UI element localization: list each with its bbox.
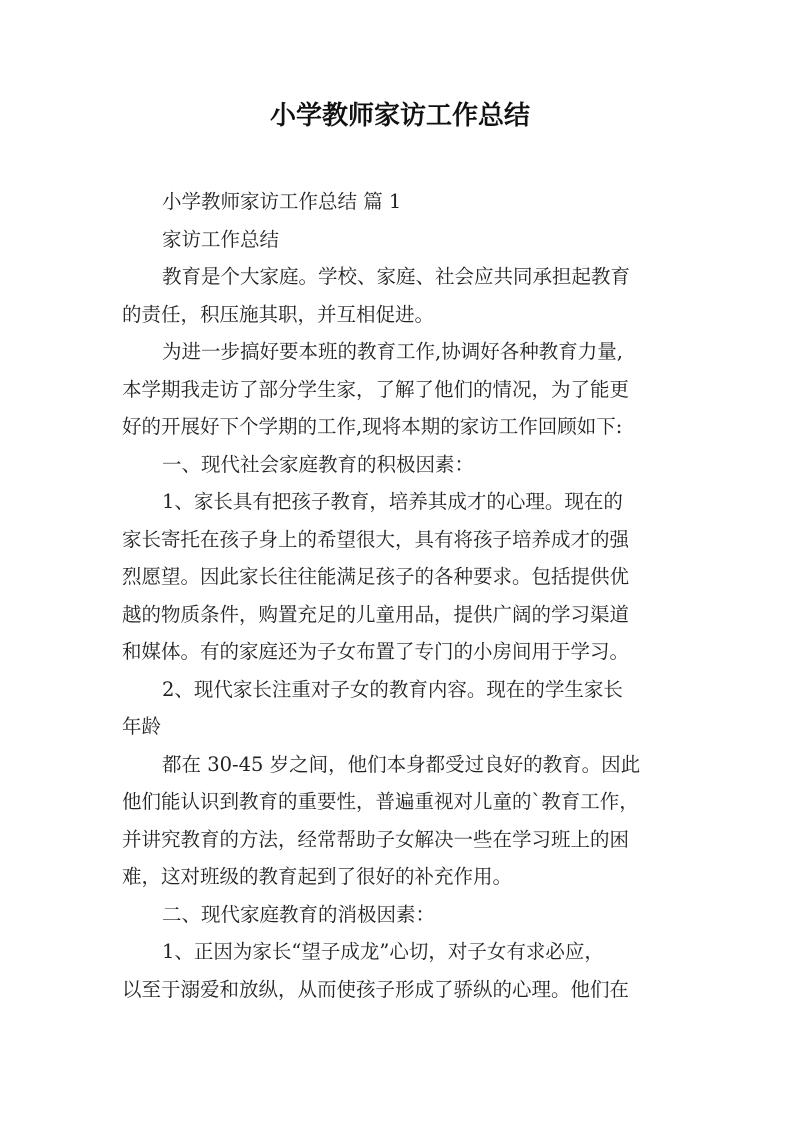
paragraph-line: 难，这对班级的教育起到了很好的补充作用。	[122, 865, 513, 888]
paragraph-line: 都在 30-45 岁之间，他们本身都受过良好的教育。因此	[162, 752, 641, 776]
paragraph-line: 教育是个大家庭。学校、家庭、社会应共同承担起教育	[162, 265, 631, 288]
paragraph-line: 和媒体。有的家庭还为子女布置了专门的小房间用于学习。	[122, 640, 630, 663]
paragraph-line: 的责任，积压施其职，并互相促进。	[122, 302, 435, 326]
paragraph-line: 烈愿望。因此家长往往能满足孩子的各种要求。包括提供优	[122, 565, 630, 588]
document-title: 小学教师家访工作总结	[269, 101, 530, 131]
document-body	[122, 183, 697, 1008]
list-heading: 二、现代家庭教育的消极因素：	[162, 902, 436, 926]
paragraph-line: 1、正因为家长“望子成龙”心切，对子女有求必应，	[162, 940, 604, 963]
paragraph-line: 为进一步搞好要本班的教育工作,协调好各种教育力量,	[162, 340, 623, 363]
paragraph-line: 本学期我走访了部分学生家，了解了他们的情况，为了能更	[122, 377, 630, 401]
paragraph-line: 他们能认识到教育的重要性，普遍重视对儿童的`教育工作，	[122, 790, 639, 813]
list-heading: 一、现代社会家庭教育的积极因素：	[162, 452, 475, 476]
subheading: 家访工作总结	[162, 227, 280, 251]
paragraph-line: 2、现代家长注重对子女的教育内容。现在的学生家长	[162, 677, 623, 701]
paragraph-line: 家长寄托在孩子身上的希望很大，具有将孩子培养成才的强	[122, 527, 630, 551]
paragraph-line: 并讲究教育的方法，经常帮助子女解决一些在学习班上的困	[122, 827, 630, 851]
paragraph-line: 越的物质条件，购置充足的儿童用品，提供广阔的学习渠道	[122, 602, 630, 626]
paragraph-line: 好的开展好下个学期的工作,现将本期的家访工作回顾如下:	[122, 415, 623, 438]
paragraph-line: 1、家长具有把孩子教育，培养其成才的心理。现在的	[162, 490, 623, 513]
section-heading: 小学教师家访工作总结 篇 1	[162, 190, 402, 213]
paragraph-line: 以至于溺爱和放纵，从而使孩子形成了骄纵的心理。他们在	[122, 977, 630, 1001]
paragraph-line: 年龄	[122, 715, 162, 738]
